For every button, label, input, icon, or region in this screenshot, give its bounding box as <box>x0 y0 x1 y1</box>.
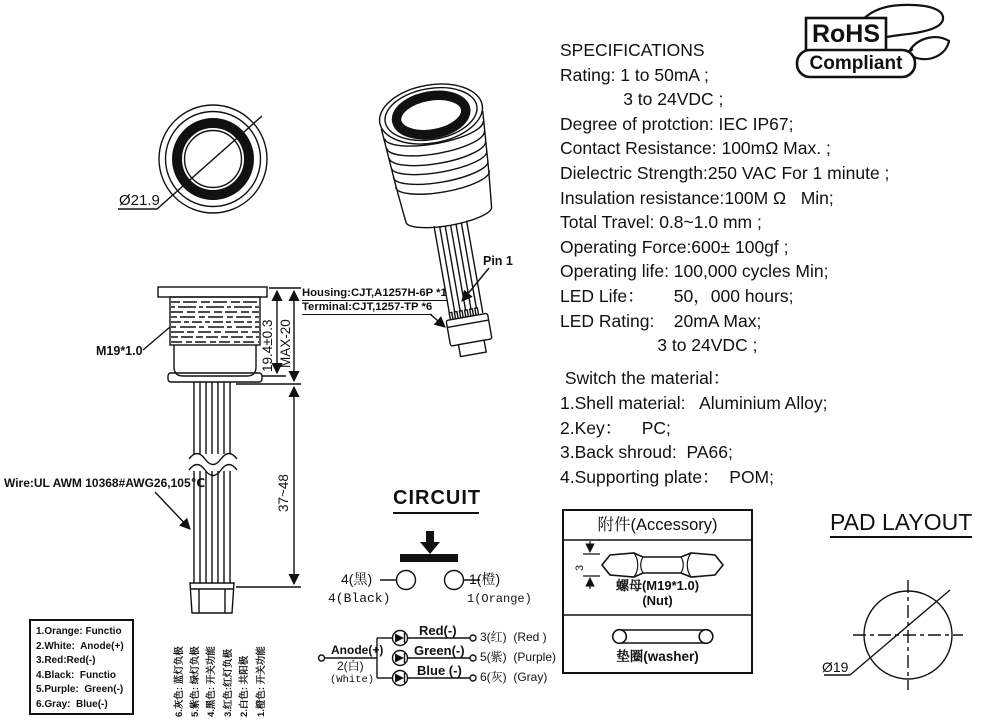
nut-label-en: (Nut) <box>642 593 673 608</box>
legend-item: 1.Orange: Functio <box>36 626 122 637</box>
specifications-title: SPECIFICATIONS <box>560 40 705 60</box>
legend-item: 3.Red:Red(-) <box>36 655 96 667</box>
top-view-diameter-label: Ø21.9 <box>119 192 160 209</box>
spec-line: 3 to 24VDC ; <box>560 335 758 356</box>
out-red-label: 3(红) (Red ) <box>480 630 547 644</box>
legend-cn-column: 3.红色:红灯负极 <box>223 648 234 717</box>
anode-pin-label: 2(白) <box>337 659 364 673</box>
legend-cn-column: 6.灰色: 蓝灯负极 <box>174 646 185 717</box>
circuit-title: CIRCUIT <box>393 487 479 514</box>
height-dim-label: 19.4±0.3 <box>260 319 275 372</box>
wire-spec-label: Wire:UL AWM 10368#AWG26,105℃ <box>4 476 206 490</box>
material-item: 4.Supporting plate： POM; <box>560 467 774 488</box>
materials-block <box>560 366 827 490</box>
rohs-line2: Compliant <box>809 53 903 74</box>
anode-pin-en-label: (White) <box>330 674 375 686</box>
spec-line: Operating life: 100,000 cycles Min; <box>560 261 829 282</box>
circuit-right-pin-cn: 1(橙) <box>469 571 501 587</box>
legend-cn-column: 5.紫色: 绿灯负极 <box>190 646 201 717</box>
legend-item: 5.Purple: Green(-) <box>36 684 124 696</box>
legend-item: 6.Gray: Blue(-) <box>36 698 108 710</box>
pad-layout-title: PAD LAYOUT <box>830 509 972 538</box>
legend-cn-column: 2.白色: 共阳极 <box>239 655 250 717</box>
iso-view-drawing <box>375 76 525 363</box>
spec-line: Total Travel: 0.8~1.0 mm ; <box>560 212 762 233</box>
thread-size-label: M19*1.0 <box>96 344 143 358</box>
spec-line: LED Life： 50，000 hours; <box>560 285 794 306</box>
accessory-title: 附件(Accessory) <box>597 516 718 534</box>
legend-cn-column: 4.黑色: 开关功能 <box>206 646 217 717</box>
nut-thickness-label: 3 <box>574 564 586 571</box>
legend-item: 2.White: Anode(+) <box>36 640 124 652</box>
led-red-label: Red(-) <box>419 623 457 638</box>
spec-line: 3 to 24VDC ; <box>560 89 724 110</box>
spec-line: Dielectric Strength:250 VAC For 1 minute ; <box>560 162 890 183</box>
cable-length-dim-label: 37~48 <box>276 474 291 512</box>
specifications-block <box>560 38 889 358</box>
materials-title: Switch the material： <box>560 368 731 388</box>
material-item: 3.Back shroud: PA66; <box>560 442 733 463</box>
housing-label: Housing:CJT,A1257H-6P *1 <box>302 287 447 299</box>
anode-label: Anode(+) <box>331 643 384 657</box>
circuit-left-pin-en: 4(Black) <box>328 591 391 606</box>
legend-cn-column: 1.橙色: 开关功能 <box>256 646 267 717</box>
out-green-label: 5(紫) (Purple) <box>480 650 557 664</box>
material-item: 1.Shell material: Aluminium Alloy; <box>560 392 828 413</box>
spec-line: Operating Force:600± 100gf ; <box>560 236 789 257</box>
spec-line: Contact Resistance: 100mΩ Max. ; <box>560 138 831 159</box>
material-item: 2.Key： PC; <box>560 417 671 438</box>
circuit-left-pin-cn: 4(黑) <box>341 571 373 587</box>
rohs-line1: RoHS <box>811 20 881 48</box>
pad-diameter-label: Ø19 <box>822 659 849 675</box>
spec-line: Degree of protction: IEC IP67; <box>560 113 794 134</box>
led-green-label: Green(-) <box>414 643 465 658</box>
pin1-label: Pin 1 <box>483 254 513 268</box>
terminal-label: Terminal:CJT,1257-TP *6 <box>302 301 433 313</box>
circuit-drawing <box>380 531 480 590</box>
legend-item: 4.Black: Functio <box>36 669 117 681</box>
spec-line: Rating: 1 to 50mA ; <box>560 64 709 85</box>
spec-line: Insulation resistance:100M Ω Min; <box>560 187 834 208</box>
nut-label: 螺母(M19*1.0) <box>615 578 700 593</box>
circuit-right-pin-en: 1(Orange) <box>467 592 532 606</box>
out-blue-label: 6(灰) (Gray) <box>480 670 548 684</box>
max-dim-label: MAX-20 <box>278 319 293 368</box>
wire-legend-box <box>36 625 124 713</box>
spec-line: LED Rating: 20mA Max; <box>560 310 762 331</box>
washer-label: 垫圈(washer) <box>616 649 699 664</box>
led-blue-label: Blue (-) <box>417 663 462 678</box>
